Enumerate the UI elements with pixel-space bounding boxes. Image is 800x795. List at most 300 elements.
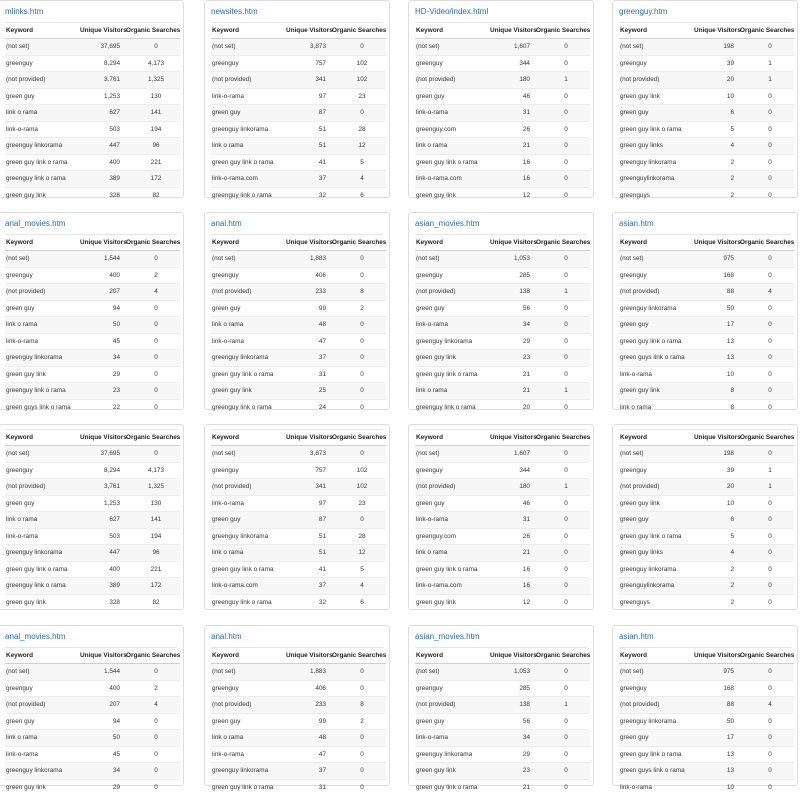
- table-header-row: [211, 648, 386, 664]
- unique-visitors-cell: 24: [286, 399, 332, 415]
- keyword-cell: green guy link o rama: [5, 154, 80, 171]
- unique-visitors-cell: 37: [286, 763, 332, 780]
- organic-searches-cell: 0: [126, 366, 180, 383]
- organic-searches-cell: 23: [332, 495, 386, 512]
- table-row: [619, 383, 794, 400]
- table-row: [5, 730, 180, 747]
- unique-visitors-header[interactable]: Unique Visitors: [80, 430, 126, 446]
- table-row: [619, 154, 794, 171]
- table-row: [211, 697, 386, 714]
- organic-searches-cell: 4: [126, 284, 180, 301]
- keyword-header[interactable]: Keyword: [211, 23, 286, 39]
- organic-searches-cell: 0: [536, 171, 590, 188]
- organic-searches-header[interactable]: Organic Searches: [332, 235, 386, 251]
- organic-searches-header[interactable]: Organic Searches: [536, 648, 590, 664]
- unique-visitors-cell: 400: [80, 154, 126, 171]
- unique-visitors-cell: 17: [694, 730, 740, 747]
- unique-visitors-cell: 56: [490, 300, 536, 317]
- report-panel: [408, 212, 594, 410]
- organic-searches-cell: 0: [740, 187, 794, 203]
- table-row: [619, 545, 794, 562]
- keyword-cell: link-o-rama: [211, 495, 286, 512]
- organic-searches-cell: 0: [536, 88, 590, 105]
- table-row: [415, 730, 590, 747]
- panel-title-link[interactable]: HD-Video/index.html: [415, 7, 489, 16]
- table-row: [415, 664, 590, 681]
- keyword-cell: greenguy linkorama: [211, 763, 286, 780]
- table-row: [619, 578, 794, 595]
- organic-searches-cell: 0: [536, 512, 590, 529]
- report-panel: [612, 424, 798, 610]
- organic-searches-cell: 0: [740, 578, 794, 595]
- report-panel: [204, 0, 390, 198]
- keyword-header[interactable]: Keyword: [619, 648, 694, 664]
- unique-visitors-cell: 406: [286, 680, 332, 697]
- keyword-cell: green guy link o rama: [211, 779, 286, 795]
- organic-searches-cell: 0: [126, 251, 180, 268]
- table-row: [415, 138, 590, 155]
- keyword-cell: green guy: [5, 88, 80, 105]
- organic-searches-cell: 0: [740, 545, 794, 562]
- unique-visitors-cell: 34: [490, 730, 536, 747]
- unique-visitors-cell: 31: [286, 366, 332, 383]
- table-row: [415, 154, 590, 171]
- organic-searches-header[interactable]: Organic Searches: [536, 23, 590, 39]
- unique-visitors-cell: 50: [694, 300, 740, 317]
- keyword-cell: greenguy linkorama: [619, 154, 694, 171]
- organic-searches-cell: 4: [740, 284, 794, 301]
- keyword-table: [415, 648, 590, 795]
- table-row: [619, 512, 794, 529]
- report-panel: [0, 0, 184, 198]
- organic-searches-header[interactable]: Organic Searches: [536, 235, 590, 251]
- organic-searches-cell: 0: [536, 105, 590, 122]
- keyword-cell: green guy link: [415, 594, 490, 610]
- keyword-cell: (not set): [5, 664, 80, 681]
- unique-visitors-cell: 10: [694, 366, 740, 383]
- table-row: [415, 171, 590, 188]
- organic-searches-header[interactable]: Organic Searches: [740, 23, 794, 39]
- unique-visitors-cell: 2: [694, 187, 740, 203]
- unique-visitors-cell: 94: [80, 300, 126, 317]
- keyword-cell: green guy link o rama: [211, 366, 286, 383]
- organic-searches-cell: 172: [126, 171, 180, 188]
- organic-searches-header[interactable]: Organic Searches: [740, 235, 794, 251]
- panel-title-link[interactable]: anal_movies.htm: [5, 219, 66, 228]
- table-row: [415, 121, 590, 138]
- unique-visitors-cell: 180: [490, 479, 536, 496]
- organic-searches-cell: 0: [332, 350, 386, 367]
- unique-visitors-cell: 39: [694, 462, 740, 479]
- unique-visitors-cell: 21: [490, 366, 536, 383]
- organic-searches-cell: 0: [536, 495, 590, 512]
- unique-visitors-cell: 56: [490, 713, 536, 730]
- keyword-header[interactable]: Keyword: [619, 430, 694, 446]
- keyword-header[interactable]: Keyword: [211, 430, 286, 446]
- keyword-cell: (not provided): [5, 697, 80, 714]
- unique-visitors-cell: 47: [286, 746, 332, 763]
- keyword-cell: greenguy: [5, 462, 80, 479]
- table-row: [5, 350, 180, 367]
- unique-visitors-cell: 50: [80, 730, 126, 747]
- organic-searches-cell: 0: [126, 350, 180, 367]
- unique-visitors-cell: 627: [80, 105, 126, 122]
- keyword-cell: green guy link: [415, 763, 490, 780]
- table-row: [415, 317, 590, 334]
- table-row: [5, 746, 180, 763]
- table-row: [415, 55, 590, 72]
- organic-searches-cell: 0: [740, 495, 794, 512]
- unique-visitors-header[interactable]: Unique Visitors: [490, 430, 536, 446]
- table-row: [5, 55, 180, 72]
- table-row: [415, 528, 590, 545]
- organic-searches-header[interactable]: Organic Searches: [126, 23, 180, 39]
- organic-searches-cell: 1: [740, 55, 794, 72]
- table-row: [415, 495, 590, 512]
- keyword-header[interactable]: Keyword: [5, 23, 80, 39]
- table-row: [5, 664, 180, 681]
- organic-searches-cell: 0: [536, 545, 590, 562]
- table-row: [415, 105, 590, 122]
- table-row: [415, 545, 590, 562]
- unique-visitors-cell: 4: [694, 545, 740, 562]
- table-row: [619, 713, 794, 730]
- panel-title-link[interactable]: anal.htm: [211, 219, 242, 228]
- table-row: [619, 446, 794, 463]
- organic-searches-cell: 0: [536, 350, 590, 367]
- table-row: [619, 55, 794, 72]
- organic-searches-cell: 0: [536, 317, 590, 334]
- table-row: [415, 512, 590, 529]
- unique-visitors-header[interactable]: Unique Visitors: [694, 23, 740, 39]
- organic-searches-header[interactable]: Organic Searches: [126, 430, 180, 446]
- unique-visitors-header[interactable]: Unique Visitors: [80, 235, 126, 251]
- table-row: [211, 88, 386, 105]
- organic-searches-cell: 0: [126, 446, 180, 463]
- table-row: [5, 251, 180, 268]
- unique-visitors-header[interactable]: Unique Visitors: [490, 23, 536, 39]
- keyword-header[interactable]: Keyword: [5, 235, 80, 251]
- table-row: [211, 779, 386, 795]
- keyword-header[interactable]: Keyword: [415, 430, 490, 446]
- panel-title-link[interactable]: asian.htm: [619, 219, 654, 228]
- organic-searches-cell: 0: [740, 154, 794, 171]
- keyword-cell: green guy link o rama: [5, 561, 80, 578]
- table-header-row: [415, 23, 590, 39]
- organic-searches-cell: 8: [332, 284, 386, 301]
- organic-searches-cell: 0: [536, 399, 590, 415]
- keyword-header[interactable]: Keyword: [415, 235, 490, 251]
- keyword-cell: (not provided): [211, 284, 286, 301]
- panel-title-link[interactable]: anal.htm: [211, 632, 242, 641]
- organic-searches-cell: 0: [536, 267, 590, 284]
- panel-title-link[interactable]: asian.htm: [619, 632, 654, 641]
- unique-visitors-cell: 207: [80, 284, 126, 301]
- organic-searches-cell: 82: [126, 187, 180, 203]
- unique-visitors-cell: 48: [286, 317, 332, 334]
- table-header-row: [619, 430, 794, 446]
- keyword-cell: green guy: [5, 300, 80, 317]
- keyword-cell: link o rama: [211, 317, 286, 334]
- organic-searches-cell: 5: [332, 154, 386, 171]
- table-row: [619, 763, 794, 780]
- panel-title-link[interactable]: greenguy.htm: [619, 7, 668, 16]
- keyword-header[interactable]: Keyword: [211, 235, 286, 251]
- table-row: [5, 284, 180, 301]
- keyword-cell: (not provided): [619, 479, 694, 496]
- unique-visitors-cell: 37,695: [80, 446, 126, 463]
- table-header-row: [5, 23, 180, 39]
- organic-searches-header[interactable]: Organic Searches: [332, 430, 386, 446]
- organic-searches-cell: 1: [740, 72, 794, 89]
- keyword-cell: (not set): [415, 251, 490, 268]
- table-row: [5, 578, 180, 595]
- table-row: [5, 333, 180, 350]
- organic-searches-cell: 8: [332, 697, 386, 714]
- unique-visitors-cell: 328: [80, 187, 126, 203]
- organic-searches-header[interactable]: Organic Searches: [740, 648, 794, 664]
- unique-visitors-cell: 1,607: [490, 446, 536, 463]
- organic-searches-cell: 0: [536, 462, 590, 479]
- table-row: [211, 462, 386, 479]
- panel-title-link[interactable]: anal_movies.htm: [5, 632, 66, 641]
- unique-visitors-cell: 10: [694, 88, 740, 105]
- table-row: [5, 171, 180, 188]
- table-header-row: [619, 23, 794, 39]
- unique-visitors-header[interactable]: Unique Visitors: [286, 648, 332, 664]
- unique-visitors-header[interactable]: Unique Visitors: [286, 235, 332, 251]
- panel-title-link[interactable]: asian_movies.htm: [415, 632, 480, 641]
- unique-visitors-cell: 20: [694, 479, 740, 496]
- unique-visitors-cell: 2: [694, 154, 740, 171]
- keyword-table: [211, 648, 386, 795]
- organic-searches-header[interactable]: Organic Searches: [332, 23, 386, 39]
- keyword-table: [211, 430, 386, 610]
- unique-visitors-cell: 21: [490, 779, 536, 795]
- unique-visitors-header[interactable]: Unique Visitors: [490, 648, 536, 664]
- panel-title-link[interactable]: newsites.htm: [211, 7, 258, 16]
- panel-title-link[interactable]: asian_movies.htm: [415, 219, 480, 228]
- keyword-cell: (not provided): [5, 72, 80, 89]
- keyword-cell: greenguy.com: [415, 528, 490, 545]
- table-row: [211, 479, 386, 496]
- unique-visitors-cell: 21: [490, 138, 536, 155]
- unique-visitors-cell: 168: [694, 267, 740, 284]
- keyword-cell: greenguy link o rama: [211, 399, 286, 415]
- organic-searches-cell: 0: [536, 561, 590, 578]
- table-row: [619, 399, 794, 415]
- table-row: [5, 446, 180, 463]
- keyword-cell: greenguy: [211, 267, 286, 284]
- table-row: [211, 55, 386, 72]
- table-row: [5, 399, 180, 415]
- unique-visitors-cell: 8: [694, 383, 740, 400]
- unique-visitors-cell: 94: [80, 713, 126, 730]
- keyword-header[interactable]: Keyword: [619, 235, 694, 251]
- table-row: [5, 154, 180, 171]
- table-row: [415, 594, 590, 610]
- unique-visitors-header[interactable]: Unique Visitors: [694, 235, 740, 251]
- organic-searches-cell: 0: [740, 730, 794, 747]
- organic-searches-cell: 141: [126, 105, 180, 122]
- keyword-cell: green guys link o rama: [619, 763, 694, 780]
- keyword-cell: link o rama: [211, 138, 286, 155]
- organic-searches-cell: 28: [332, 121, 386, 138]
- table-row: [5, 545, 180, 562]
- organic-searches-cell: 0: [740, 333, 794, 350]
- table-row: [5, 495, 180, 512]
- report-panel: [204, 212, 390, 410]
- table-row: [619, 495, 794, 512]
- organic-searches-cell: 0: [332, 680, 386, 697]
- keyword-cell: green guy link o rama: [211, 154, 286, 171]
- unique-visitors-cell: 29: [490, 746, 536, 763]
- unique-visitors-cell: 975: [694, 664, 740, 681]
- unique-visitors-cell: 45: [80, 333, 126, 350]
- organic-searches-cell: 0: [740, 366, 794, 383]
- organic-searches-cell: 0: [332, 267, 386, 284]
- organic-searches-cell: 0: [740, 267, 794, 284]
- keyword-cell: green guy: [5, 713, 80, 730]
- organic-searches-cell: 0: [332, 39, 386, 56]
- table-row: [619, 138, 794, 155]
- unique-visitors-header[interactable]: Unique Visitors: [286, 23, 332, 39]
- keyword-cell: link o rama: [211, 730, 286, 747]
- organic-searches-cell: 0: [536, 446, 590, 463]
- organic-searches-cell: 0: [536, 366, 590, 383]
- table-row: [415, 350, 590, 367]
- organic-searches-header[interactable]: Organic Searches: [740, 430, 794, 446]
- table-row: [5, 779, 180, 795]
- table-row: [415, 187, 590, 203]
- unique-visitors-cell: 233: [286, 697, 332, 714]
- keyword-cell: link o rama: [211, 545, 286, 562]
- table-row: [5, 512, 180, 529]
- organic-searches-header[interactable]: Organic Searches: [126, 648, 180, 664]
- keyword-cell: (not set): [211, 446, 286, 463]
- organic-searches-header[interactable]: Organic Searches: [332, 648, 386, 664]
- organic-searches-header[interactable]: Organic Searches: [126, 235, 180, 251]
- table-row: [415, 251, 590, 268]
- keyword-table: [5, 23, 180, 203]
- unique-visitors-cell: 138: [490, 284, 536, 301]
- organic-searches-cell: 0: [740, 779, 794, 795]
- report-panel: [204, 424, 390, 610]
- organic-searches-cell: 0: [740, 512, 794, 529]
- organic-searches-cell: 0: [332, 333, 386, 350]
- keyword-cell: greenguy linkorama: [5, 763, 80, 780]
- organic-searches-cell: 1,325: [126, 479, 180, 496]
- keyword-cell: (not provided): [619, 284, 694, 301]
- organic-searches-cell: 0: [536, 713, 590, 730]
- organic-searches-cell: 0: [332, 446, 386, 463]
- unique-visitors-cell: 4: [694, 138, 740, 155]
- unique-visitors-header[interactable]: Unique Visitors: [694, 648, 740, 664]
- organic-searches-cell: 0: [536, 763, 590, 780]
- keyword-header[interactable]: Keyword: [619, 23, 694, 39]
- keyword-cell: greenguy linkorama: [619, 300, 694, 317]
- keyword-header[interactable]: Keyword: [211, 648, 286, 664]
- organic-searches-cell: 0: [126, 779, 180, 795]
- unique-visitors-cell: 16: [490, 171, 536, 188]
- keyword-header[interactable]: Keyword: [415, 648, 490, 664]
- unique-visitors-header[interactable]: Unique Visitors: [694, 430, 740, 446]
- keyword-cell: green guy link: [415, 350, 490, 367]
- table-header-row: [619, 235, 794, 251]
- table-header-row: [211, 235, 386, 251]
- keyword-cell: link-o-rama.com: [211, 578, 286, 595]
- table-header-row: [5, 430, 180, 446]
- table-row: [211, 154, 386, 171]
- organic-searches-cell: 0: [332, 763, 386, 780]
- keyword-header[interactable]: Keyword: [5, 430, 80, 446]
- table-row: [5, 105, 180, 122]
- unique-visitors-cell: 23: [490, 350, 536, 367]
- unique-visitors-cell: 180: [490, 72, 536, 89]
- table-row: [619, 561, 794, 578]
- unique-visitors-header[interactable]: Unique Visitors: [80, 23, 126, 39]
- organic-searches-cell: 0: [126, 664, 180, 681]
- unique-visitors-cell: 1,544: [80, 664, 126, 681]
- keyword-cell: green guy: [211, 300, 286, 317]
- unique-visitors-header[interactable]: Unique Visitors: [80, 648, 126, 664]
- table-row: [415, 39, 590, 56]
- keyword-cell: (not provided): [619, 697, 694, 714]
- unique-visitors-cell: 88: [694, 284, 740, 301]
- organic-searches-cell: 4,173: [126, 55, 180, 72]
- keyword-cell: green guy link o rama: [619, 746, 694, 763]
- keyword-cell: (not provided): [619, 72, 694, 89]
- organic-searches-cell: 0: [126, 763, 180, 780]
- table-row: [211, 39, 386, 56]
- unique-visitors-cell: 757: [286, 55, 332, 72]
- keyword-cell: greenguy linkorama: [211, 121, 286, 138]
- keyword-cell: link-o-rama: [415, 105, 490, 122]
- keyword-cell: greenguy: [211, 680, 286, 697]
- unique-visitors-cell: 400: [80, 267, 126, 284]
- keyword-cell: green guy: [619, 317, 694, 334]
- table-row: [619, 664, 794, 681]
- unique-visitors-cell: 39: [694, 55, 740, 72]
- unique-visitors-cell: 5: [694, 528, 740, 545]
- organic-searches-header[interactable]: Organic Searches: [536, 430, 590, 446]
- keyword-cell: green guy link: [5, 187, 80, 203]
- table-row: [415, 267, 590, 284]
- table-row: [211, 680, 386, 697]
- panel-title-link[interactable]: mlinks.htm: [5, 7, 44, 16]
- organic-searches-cell: 6: [332, 594, 386, 610]
- unique-visitors-cell: 12: [490, 594, 536, 610]
- keyword-cell: link-o-rama.com: [415, 171, 490, 188]
- report-panel: [612, 625, 798, 791]
- keyword-cell: link-o-rama: [211, 333, 286, 350]
- keyword-header[interactable]: Keyword: [415, 23, 490, 39]
- table-row: [415, 697, 590, 714]
- unique-visitors-header[interactable]: Unique Visitors: [490, 235, 536, 251]
- organic-searches-cell: 0: [536, 746, 590, 763]
- unique-visitors-header[interactable]: Unique Visitors: [286, 430, 332, 446]
- unique-visitors-cell: 344: [490, 55, 536, 72]
- keyword-table: [415, 430, 590, 610]
- organic-searches-cell: 6: [332, 187, 386, 203]
- organic-searches-cell: 0: [126, 746, 180, 763]
- organic-searches-cell: 0: [126, 39, 180, 56]
- unique-visitors-cell: 168: [694, 680, 740, 697]
- unique-visitors-cell: 20: [490, 399, 536, 415]
- keyword-cell: greenguy: [619, 55, 694, 72]
- keyword-header[interactable]: Keyword: [5, 648, 80, 664]
- organic-searches-cell: 0: [536, 300, 590, 317]
